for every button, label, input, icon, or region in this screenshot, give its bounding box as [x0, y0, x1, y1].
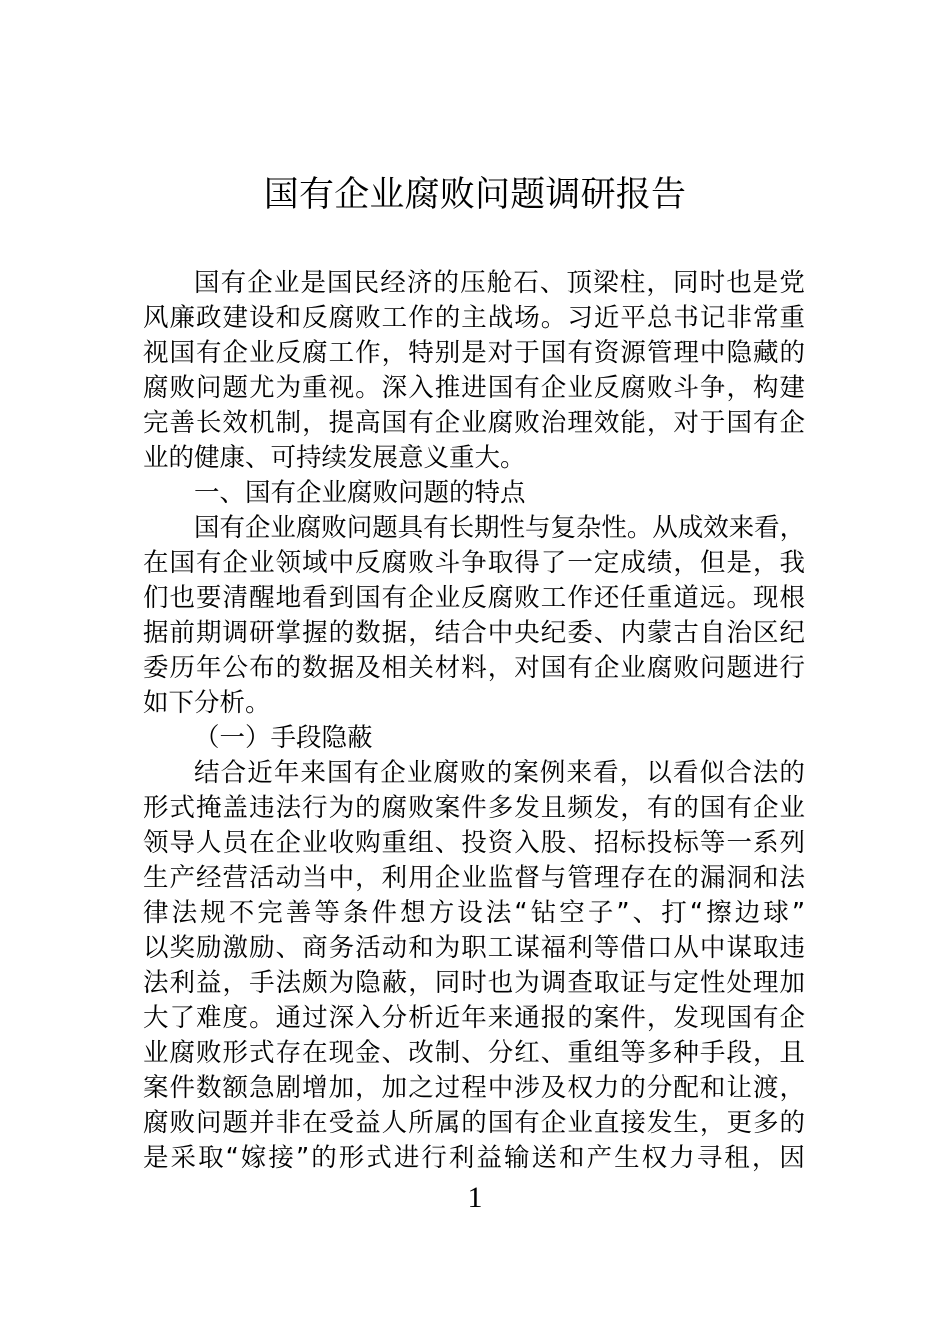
text-line: [143, 861, 805, 896]
text-run: 据前期调研掌握的数据，结合中央纪委、内蒙古自治区纪: [143, 618, 807, 648]
text-line: [143, 301, 805, 336]
text-line: [143, 826, 805, 861]
text-run: 律法规不完善等条件想方设法“钻空子”、打“擦边球”: [143, 898, 809, 928]
text-line: [143, 896, 809, 931]
text-run: （一）手段隐蔽: [194, 723, 373, 753]
text-line: [143, 511, 805, 546]
document-title: 国有企业腐败问题调研报告: [263, 175, 687, 215]
text-line: [143, 931, 805, 966]
text-run: 们也要清醒地看到国有企业反腐败工作还任重道远。现根: [143, 583, 807, 613]
text-run: 在国有企业领域中反腐败斗争取得了一定成绩，但是，我: [143, 548, 807, 578]
text-run: 结合近年来国有企业腐败的案例来看，以看似合法的: [194, 758, 807, 788]
document-body: [143, 266, 809, 1176]
text-run: 案件数额急剧增加，加之过程中涉及权力的分配和让渡，: [143, 1073, 807, 1103]
section-heading: [143, 721, 805, 756]
text-line: [143, 1106, 805, 1141]
text-run: 风廉政建设和反腐败工作的主战场。习近平总书记非常重: [143, 303, 807, 333]
text-line: [143, 791, 805, 826]
text-run: 以奖励激励、商务活动和为职工谋福利等借口从中谋取违: [143, 933, 807, 963]
text-line: [143, 581, 805, 616]
text-run: 法利益，手法颇为隐蔽，同时也为调查取证与定性处理加: [143, 968, 807, 998]
text-line: [143, 406, 805, 441]
text-run: 国有企业腐败问题具有长期性与复杂性。从成效来看，: [194, 513, 806, 543]
text-run: 一、国有企业腐败问题的特点: [194, 478, 526, 508]
text-line: [143, 686, 805, 721]
text-line: [143, 336, 805, 371]
text-run: 是采取“嫁接”的形式进行利益输送和产生权力寻租，因: [143, 1143, 807, 1173]
text-line: [143, 266, 805, 301]
text-line: [143, 441, 805, 476]
text-run: 业腐败形式存在现金、改制、分红、重组等多种手段，且: [143, 1038, 807, 1068]
text-line: [143, 651, 805, 686]
text-line: [143, 756, 805, 791]
text-line: [143, 966, 805, 1001]
text-run: 视国有企业反腐工作，特别是对于国有资源管理中隐藏的: [143, 338, 807, 368]
text-line: [143, 1071, 805, 1106]
text-run: 生产经营活动当中，利用企业监督与管理存在的漏洞和法: [143, 863, 807, 893]
text-run: 委历年公布的数据及相关材料，对国有企业腐败问题进行: [143, 653, 807, 683]
text-run: 领导人员在企业收购重组、投资入股、招标投标等一系列: [143, 828, 807, 858]
text-run: 腐败问题并非在受益人所属的国有企业直接发生，更多的: [143, 1108, 807, 1138]
text-run: 腐败问题尤为重视。深入推进国有企业反腐败斗争，构建: [143, 373, 807, 403]
section-heading: [143, 476, 805, 511]
text-run: 国有企业是国民经济的压舱石、顶梁柱，同时也是党: [194, 268, 807, 298]
text-run: 大了难度。通过深入分析近年来通报的案件，发现国有企: [143, 1003, 807, 1033]
page-number: 1: [467, 1181, 483, 1214]
text-line: [143, 1141, 805, 1176]
text-line: [143, 546, 805, 581]
text-line: [143, 371, 805, 406]
text-line: [143, 1036, 805, 1071]
text-line: [143, 616, 805, 651]
text-run: 如下分析。: [143, 688, 271, 718]
text-run: 完善长效机制，提高国有企业腐败治理效能，对于国有企: [143, 408, 807, 438]
text-run: 形式掩盖违法行为的腐败案件多发且频发，有的国有企业: [143, 793, 807, 823]
text-line: [143, 1001, 805, 1036]
text-run: 业的健康、可持续发展意义重大。: [143, 443, 526, 473]
